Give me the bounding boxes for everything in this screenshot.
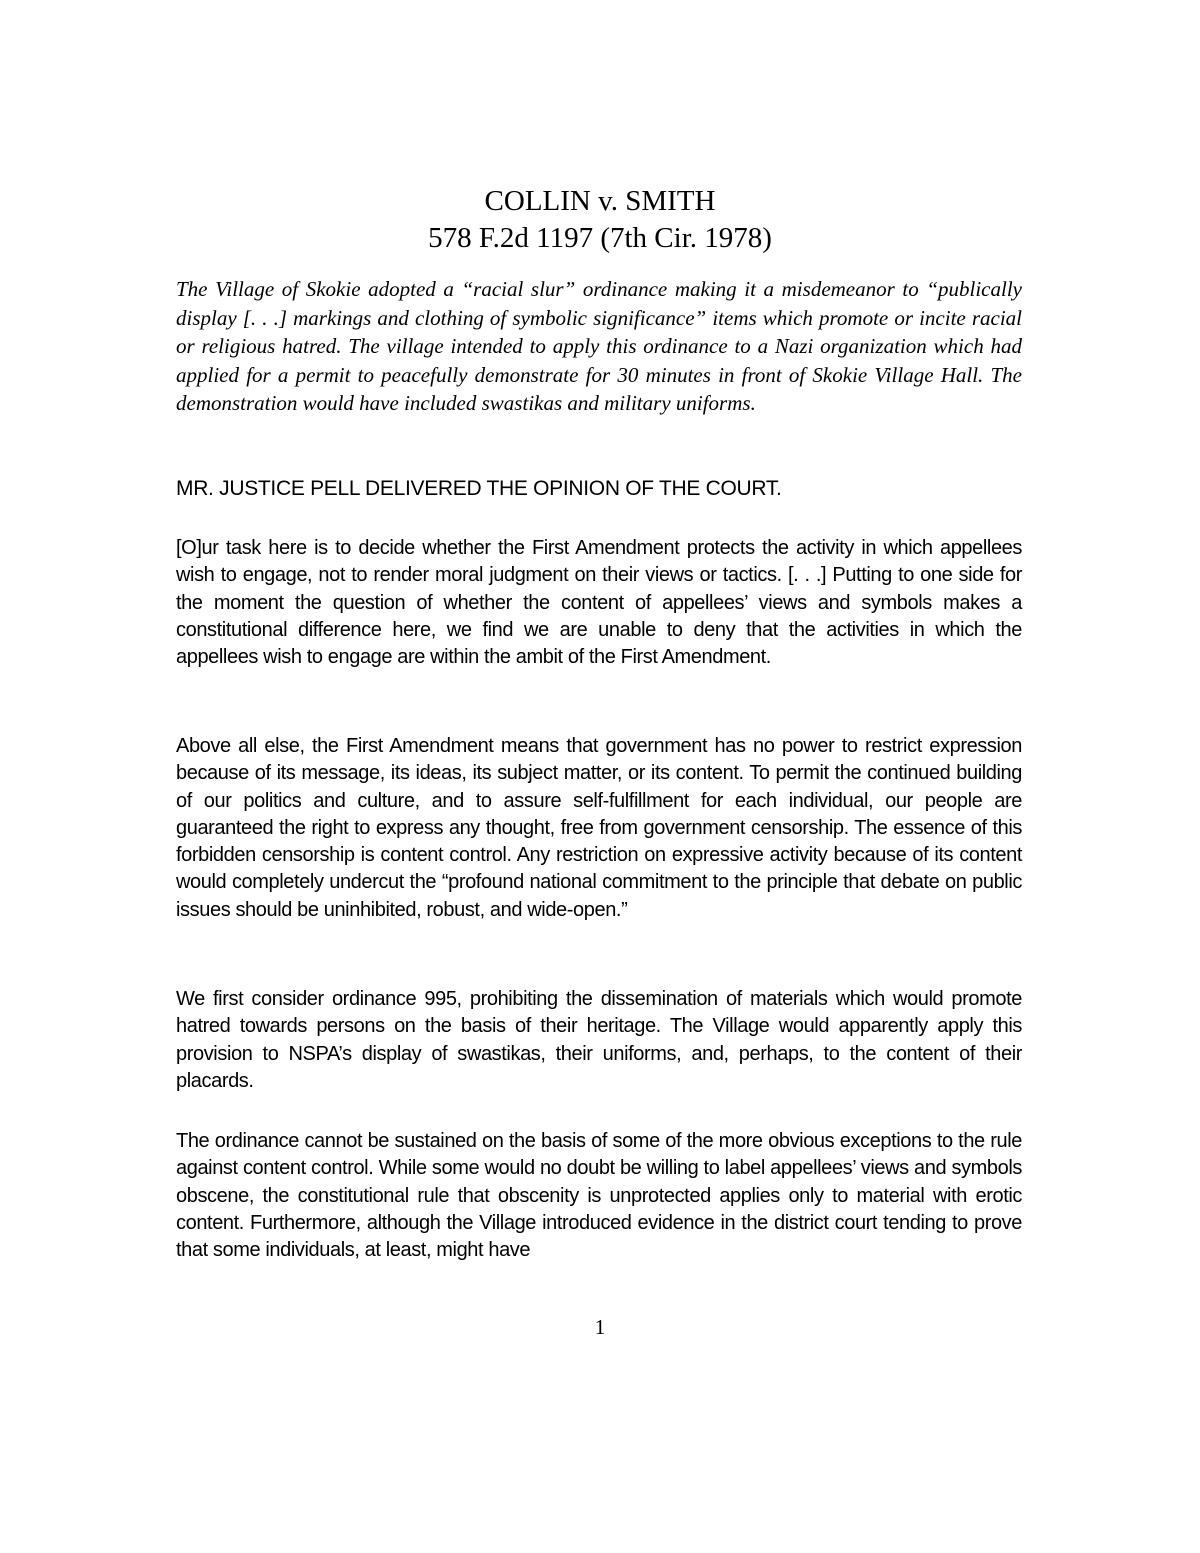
opinion-paragraph: [O]ur task here is to decide whether the First Amendment protects the activity in which appellees wish to engage, not to render moral judgment on their views or tactics. [. . .] Putting to one side for the moment the question of whether the content of appellees’ views and symbols makes a constitutional difference here, we find we are unable to deny that the activities in which the appellees wish to engage are within the ambit of the First Amendment. xyxy=(176,537,1022,669)
case-summary: The Village of Skokie adopted a “racial slur” ordinance making it a misdemeanor to “publically display [. . .] markings and clothing of symbolic significance” items which promote or incite racial or religious hatred. The village intended to apply this ordinance to a Nazi organization which had applied for a permit to peacefully demonstrate for 30 minutes in front of Skokie Village Hall. The demonstration would have included swastikas and military uniforms. xyxy=(176,277,1022,416)
page-number: 1 xyxy=(594,1315,606,1339)
opinion-paragraph: The ordinance cannot be sustained on the basis of some of the more obvious exceptions to the rule against content control. While some would no doubt be willing to label appellees’ views and symbols obscene, the constitutional rule that obscenity is unprotected applies only to material with erotic content. Furthermore, although the Village introduced evidence in the district court tending to prove that some individuals, at least, might have xyxy=(176,1130,1022,1262)
opinion-paragraph: Above all else, the First Amendment means that government has no power to restrict expression because of its message, its ideas, its subject matter, or its content. To permit the continued building of our politics and culture, and to assure self-fulfillment for each individual, our people are guaranteed the right to express any thought, free from government censorship. The essence of this forbidden censorship is content control. Any restriction on expressive activity because of its content would completely undercut the “profound national commitment to the principle that debate on public issues should be uninhibited, robust, and wide-open.” xyxy=(176,735,1022,921)
case-citation: 578 F.2d 1197 (7th Cir. 1978) xyxy=(428,222,772,254)
opinion-author-line: MR. JUSTICE PELL DELIVERED THE OPINION OF THE COURT. xyxy=(176,477,782,500)
opinion-paragraph: We first consider ordinance 995, prohibiting the dissemination of materials which would promote hatred towards persons on the basis of their heritage. The Village would apparently apply this provision to NSPA’s display of swastikas, their uniforms, and, perhaps, to the content of their placards. xyxy=(176,988,1022,1092)
case-title: COLLIN v. SMITH xyxy=(484,185,716,217)
